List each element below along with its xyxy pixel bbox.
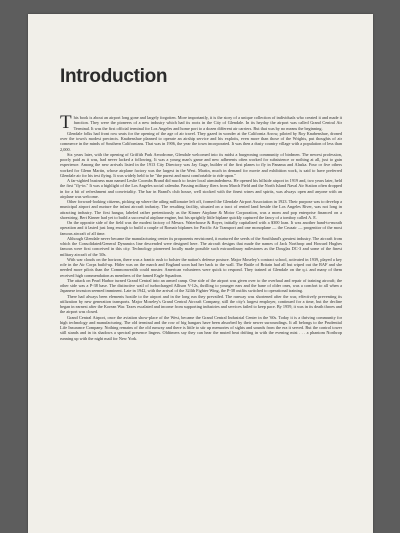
paragraph-4: A far-sighted business man named Leslie Coombs Brand did much to foster local airmindedness. He opened his hillside airport in 1919 and, two years later, held the first "fly-in." It was a highlight of the Los Angeles social calendar. Passing military fliers from March Field and the North Island Naval Air Station often dropped in for a bit of refreshment and conviviality. The bar in Brand's club house, well stocked with the finest wines and spirits, was always open and anyone with an airplane was welcome.	[60, 178, 342, 199]
body-text	[60, 112, 342, 341]
paragraph-5: Other forward-looking citizens, picking up where the ailing millionaire left off, formed the Glendale Airport Association in 1923. Their purpose was to develop a municipal airport and nurture the infant aircraft industry. The resulting facility, situated on a tract of rented land beside the Los Angeles River, was not long in attracting industry. The first hangar, labeled rather pretentiously as the Kinner Airplane & Motor Corporation, was a mom and pop enterprise financed on a shoestring. Bert Kinner had yet to build a successful airplane engine, but his sprightly little biplane quickly captured the fancy of a tomboy called A. E.	[60, 199, 342, 220]
paragraph-10: There had always been elements hostile to the airport and in the long run they prevailed. The runway was shortened after the war, effectively preventing its utilization by new generation transports. Major Moseley's Grand Central Aircraft Company, still the city's largest employer, continued for a time, but the decline began in earnest after the Korean War. Taxes escalated and income from supporting industries and services failed to keep pace. By 1959, it was in its death throes and the airport was closed.	[60, 293, 342, 315]
paragraph-1: This book is about an airport long gone and largely forgotten. More importantly, it is the story of a unique collection of individuals who created it and made it function. They were the pioneers of a new industry which had its roots in the City of Glendale. In its heyday the airport was called Grand Central Air Terminal. It was the first official terminal for Los Angeles and home port to a dozen different air carriers. But that was by no means the beginning.	[60, 112, 342, 133]
paragraph-7: Although Glendale never became the manufacturing center its proponents envisioned, it nurtured the seeds of the Southland's greatest industry. The aircraft from which the Consolidated/General Dynamics line descended were designed here. The aircraft designs that made the names of Jack Northrop and Howard Hughes famous were first conceived in this city. Technology pioneered locally made possible such extraordinary milestones as the Douglas DC-3 and some of the finest military aircraft of the '40s.	[60, 235, 342, 257]
paragraph-11: Grand Central Airport, once the aviation show-place of the West, became the Grand Central Industrial Center in the '60s. Today it is a thriving community for high technology and manufacturing. The old terminal and the row of big hangars have been absorbed by their newer surroundings. It all belongs to the Prudential Life Insurance Company. Nothing remains of the old runway and there is little to stir up memories of sights and sounds from the era it served. But the control tower still stands and in its shadows a spectral presence lingers. Oldtimers say they can hear the muted beat drifting in with the evening mist . . . a phantom Northrop running up with the night mail for New York.	[60, 314, 342, 341]
book-page	[28, 14, 373, 533]
page-title: Introduction	[60, 66, 168, 87]
drop-cap: T	[60, 112, 72, 133]
paragraph-2: Glendale folks had front row seats for the opening of the age of air travel. They gazed in wonder at the California Arrow, piloted by Roy Knabenshue, droned over the town's modest precincts. Knabenshue planned to operate an airship service and his exploits, even more than those of the Wrights, put thoughts of air commerce in the minds of Southern Californians. That was in 1906, the year the town incorporated. It was then a dusty country village with a population of less than 2,000.	[60, 130, 342, 152]
paragraph-9: The attack on Pearl Harbor turned Grand Central into an armed camp. One side of the airport was given over to the overhaul and repair of training aircraft; the other side was a P-38 base. The distinctive wail of turbocharged Allison V-12s, thrilling to younger ears and the bane of older ones, was a comfort to all when a Japanese invasion seemed imminent. Late in 1942, with the arrival of the 324th Fighter Wing, the P-38 outfits switched to operational training.	[60, 277, 342, 294]
paragraph-6: On the opposite side of the field was the modest factory of Messrs. Waterhouse & Royer, initially capitalized with a $300 loan. It was another hand-to-mouth operation and it lasted just long enough to build a couple of Romair biplanes for Pacific Air Transport and one monoplane — the Cruzair — progenitor of the most famous aircraft of all time.	[60, 220, 342, 236]
paragraph-8: With war clouds on the horizon, there was a frantic rush to bolster the nation's defense posture. Major Moseley's contract school, activated in 1939, played a key role in the Air Corps build-up. Hitler was on the march and England soon had her back to the wall. The Battle of Britain had all but wiped out the RAF and she needed more pilots than the Commonwealth could muster. American volunteers were quick to respond. They trained at Glendale on the q.t. and many of them received high commendation as members of the famed Eagle Squadron.	[60, 256, 342, 278]
paragraph-3: Six years later, with the opening of Griffith Park Aerodrome, Glendale welcomed into its midst a burgeoning community of birdmen. The newest profession, poorly paid as it was, had never lacked a following. It was a young man's game and new adherents often worked for subsistence or nothing at all, just to gain experience. Among the new arrivals listed in the 1913 City Directory was Jay Gage, builder of the first planes to fly in Panama and Alaska. Four or five others worked for Glenn Martin, whose airplane factory was the largest in the West. Martin, much in demand for movie and exhibition work, is said to have preferred Glendale air for his test flying. It was widely held to be "the purest and most comfortable to ride upon."	[60, 151, 342, 178]
